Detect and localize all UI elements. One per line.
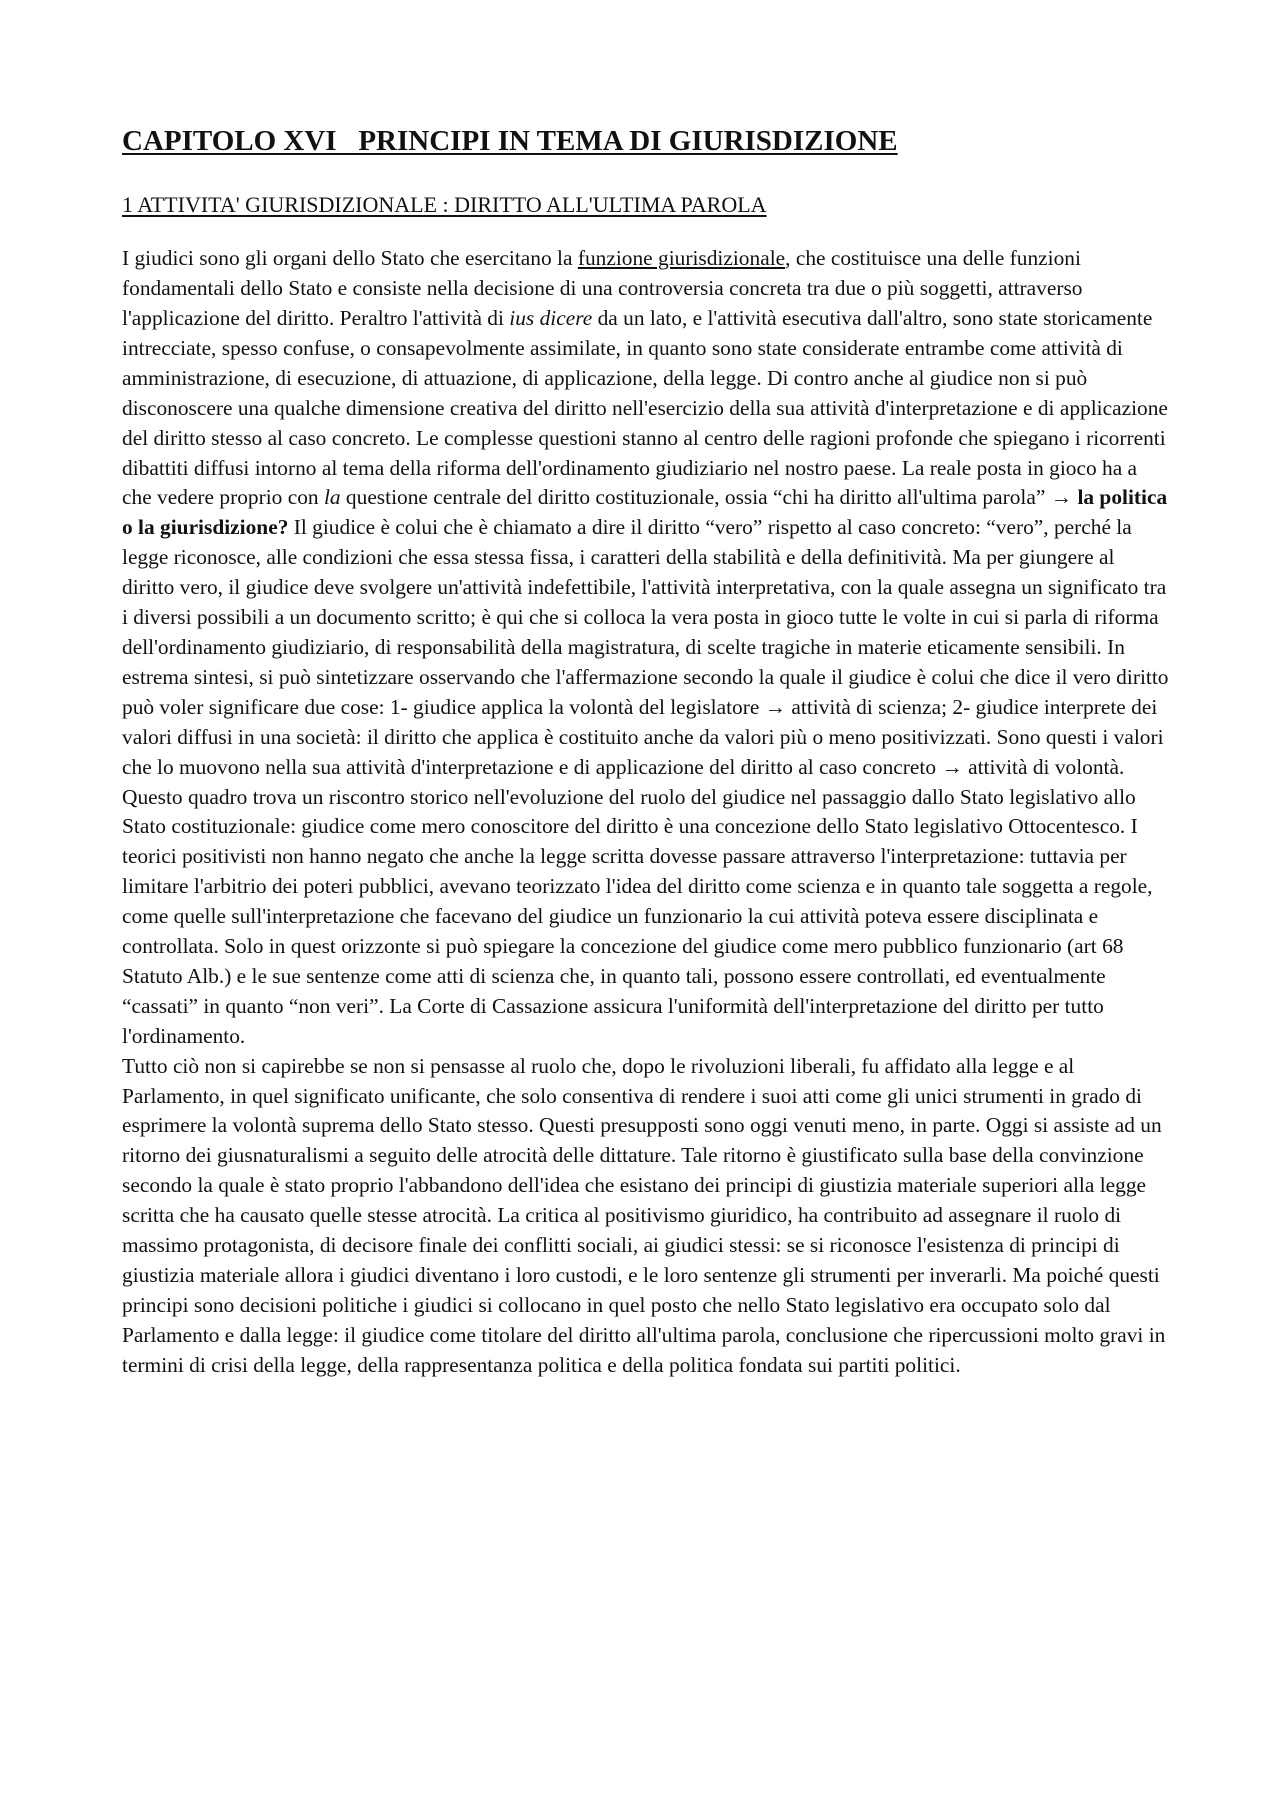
body-text: [122, 244, 1172, 1380]
paragraph-1-text-d: questione centrale del diritto costituzionale, ossia “chi ha diritto all'ultima parola” →: [340, 485, 1078, 510]
italic-article: la: [323, 485, 341, 510]
paragraph-1-text-a: I giudici sono gli organi dello Stato che esercitano la: [122, 246, 578, 271]
italic-term: ius dicere: [509, 306, 593, 330]
chapter-title: CAPITOLO XVI PRINCIPI IN TEMA DI GIURISDIZIONE: [122, 125, 898, 157]
paragraph-1-text-b: , che costituisce una delle funzioni fondamentali dello Stato e consiste nella decisione di una controversia concreta tra due o più soggetti, attraverso l'applicazione del diritto. Peraltro l'attività di: [122, 246, 1083, 330]
paragraph-1-text-c: da un lato, e l'attività esecutiva dall'altro, sono state storicamente intrecciate, spesso confuse, o consapevolmente assimilate, in quanto sono state considerate entrambe come attività di amministrazione, di esecuzione, di attuazione, di applicazione, della legge. Di contro anche al giudice non si può disconoscere una qualche dimensione creativa del diritto nell'esercizio della sua attività d'interpretazione e di applicazione del diritto stesso al caso concreto. Le complesse questioni stanno al centro delle ragioni profonde che spiegano i ricorrenti dibattiti diffusi intorno al tema della riforma dell'ordinamento giudiziario nel nostro paese. La reale posta in gioco ha a che vedere proprio con: [122, 306, 1168, 510]
paragraph-2: Tutto ciò non si capirebbe se non si pensasse al ruolo che, dopo le rivoluzioni liberali, fu affidato alla legge e al Parlamento, in quel significato unificante, che solo consentiva di rendere i suoi atti come gli unici strumenti in grado di esprimere la volontà suprema dello Stato stesso. Questi presupposti sono oggi venuti meno, in parte. Oggi si assiste ad un ritorno dei giusnaturalismi a seguito delle atrocità delle dittature. Tale ritorno è giustificato sulla base della convinzione secondo la quale è stato proprio l'abbandono dell'idea che esistano dei principi di giustizia materiale superiori alla legge scritta che ha causato quelle stesse atrocità. La critica al positivismo giuridico, ha contribuito ad assegnare il ruolo di massimo protagonista, di decisore finale dei conflitti sociali, ai giudici stessi: se si riconosce l'esistenza di principi di giustizia materiale allora i giudici diventano i loro custodi, e le loro sentenze gli strumenti per inverarli. Ma poiché questi principi sono decisioni politiche i giudici si collocano in quel posto che nello Stato legislativo era occupato solo dal Parlamento e dalla legge: il giudice come titolare del diritto all'ultima parola, conclusione che ripercussioni molto gravi in termini di crisi della legge, della rappresentanza politica e della politica fondata sui partiti politici.: [122, 1053, 1166, 1377]
document-page: [122, 124, 1172, 1381]
bold-question: la politica o la giurisdizione?: [122, 485, 1168, 540]
section-title: 1 ATTIVITA' GIURISDIZIONALE : DIRITTO ALL'ULTIMA PAROLA: [122, 191, 767, 217]
paragraph-1: [122, 244, 1172, 1051]
paragraph-1-text-e: Il giudice è colui che è chiamato a dire il diritto “vero” rispetto al caso concreto: “vero”, perché la legge riconosce, alle condizioni che essa stessa fissa, i caratteri della stabilità e della definitività. Ma per giungere al diritto vero, il giudice deve svolgere un'attività indefettibile, l'attività interpretativa, con la quale assegna un significato tra i diversi possibili a un documento scritto; è qui che si colloca la vera posta in gioco tutte le volte in cui si parla di riforma dell'ordinamento giudiziario, di responsabilità della magistratura, di scelte tragiche in materie eticamente sensibili. In estrema sintesi, si può sintetizzare osservando che l'affermazione secondo la quale il giudice è colui che dice il vero diritto può voler significare due cose: 1- giudice applica la volontà del legislatore → attività di scienza; 2- giudice interprete dei valori diffusi in una società: il diritto che applica è costituito anche da valori più o meno positivizzati. Sono questi i valori che lo muovono nella sua attività d'interpretazione e di applicazione del diritto al caso concreto → attività di volontà. Questo quadro trova un riscontro storico nell'evoluzione del ruolo del giudice nel passaggio dallo Stato legislativo allo Stato costituzionale: giudice come mero conoscitore del diritto è una concezione dello Stato legislativo Ottocentesco. I teorici positivisti non hanno negato che anche la legge scritta dovesse passare attraverso l'interpretazione: tuttavia per limitare l'arbitrio dei poteri pubblici, avevano teorizzato l'idea del diritto come scienza e in quanto tale soggetta a regole, come quelle sull'interpretazione che facevano del giudice un funzionario la cui attività poteva essere disciplinata e controllata. Solo in quest orizzonte si può spiegare la concezione del giudice come mero pubblico funzionario (art 68 Statuto Alb.) e le sue sentenze come atti di scienza che, in quanto tali, possono essere controllati, ed eventualmente “cassati” in quanto “non veri”. La Corte di Cassazione assicura l'uniformità dell'interpretazione del diritto per tutto l'ordinamento.: [122, 515, 1169, 1048]
underlined-term: funzione giurisdizionale: [577, 246, 786, 271]
